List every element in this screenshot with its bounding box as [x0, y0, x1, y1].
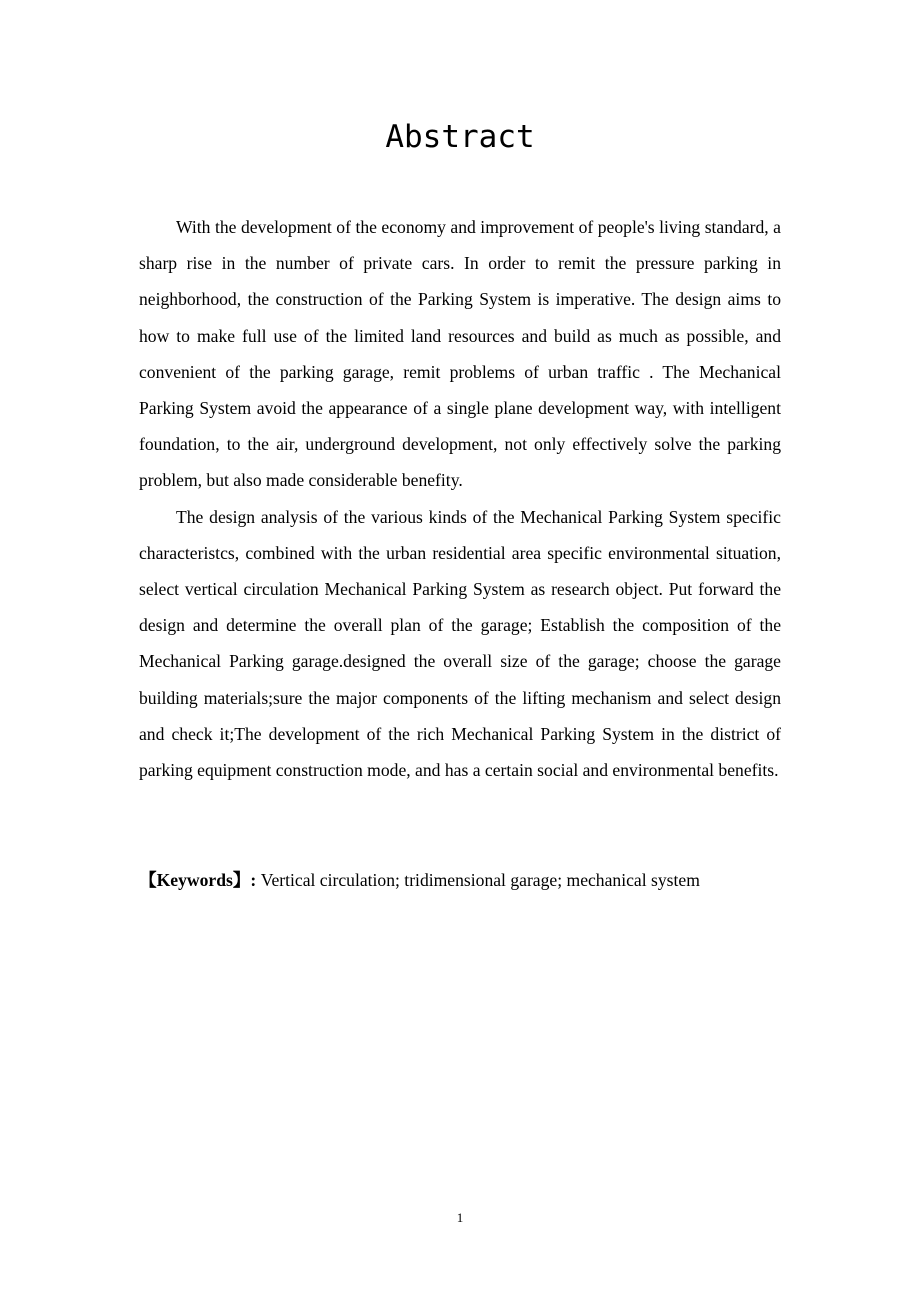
abstract-paragraph-2: The design analysis of the various kinds of the Mechanical Parking System specific characteristcs, combined with the urban residential area specific environmental situation, select vertical circulation Mechanical Parking System as research object. Put forward the design and determine the overall plan of the garage; Establish the composition of the Mechanical Parking garage.designed the overall size of the garage; choose the garage building materials;sure the major components of the lifting mechanism and select design and check it;The development of the rich Mechanical Parking System in the district of parking equipment construction mode, and has a certain social and environmental benefits. [139, 506, 781, 781]
page-number: 1 [456, 1210, 464, 1225]
keywords-text: Vertical circulation; tridimensional garage; mechanical system [260, 870, 700, 890]
abstract-body [139, 209, 781, 788]
abstract-paragraph-1: With the development of the economy and improvement of people's living standard, a sharp rise in the number of private cars. In order to remit the pressure parking in neighborhood, the construction of the Parking System is imperative. The design aims to how to make full use of the limited land resources and build as much as possible, and convenient of the parking garage, remit problems of urban traffic . The Mechanical Parking System avoid the appearance of a single plane development way, with intelligent foundation, to the air, underground development, not only effectively solve the parking problem, but also made considerable benefity. [139, 217, 781, 491]
keywords-label: 【Keywords】: [139, 870, 257, 890]
keywords-line [139, 863, 819, 897]
abstract-title: Abstract [385, 119, 535, 155]
